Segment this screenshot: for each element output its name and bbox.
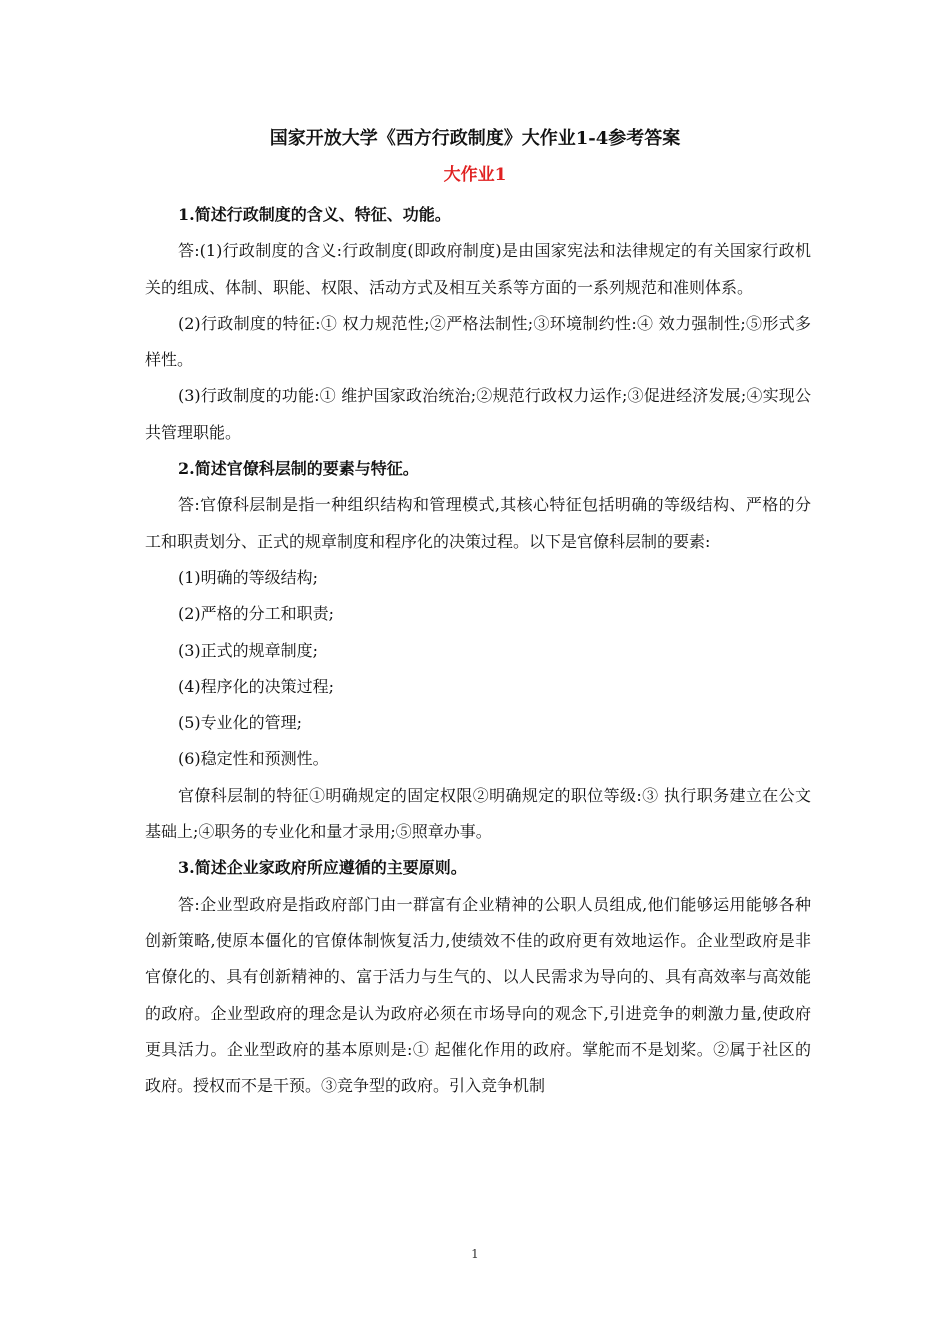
list-item: (5)专业化的管理; xyxy=(178,713,303,733)
list-item: (4)程序化的决策过程; xyxy=(178,676,335,696)
answer-paragraph: 官僚科层制的特征①明确规定的固定权限②明确规定的职位等级:③ 执行职务建立在公文基础上;④职务的专业化和量才录用;⑤照章办事。 xyxy=(145,785,811,842)
document-body xyxy=(145,197,811,1104)
answer-paragraph: 答:官僚科层制是指一种组织结构和管理模式,其核心特征包括明确的等级结构、严格的分工和职责划分、正式的规章制度和程序化的决策过程。以下是官僚科层制的要素: xyxy=(145,495,811,551)
answer-paragraph: (3)行政制度的功能:① 维护国家政治统治;②规范行政权力运作;③促进经济发展;④实现公共管理职能。 xyxy=(145,386,811,442)
document-title: 国家开放大学《西方行政制度》大作业1-4参考答案 xyxy=(269,128,681,149)
list-item: (2)严格的分工和职责; xyxy=(178,604,335,624)
question-heading: 2.简述官僚科层制的要素与特征。 xyxy=(178,459,419,479)
list-item: (3)正式的规章制度; xyxy=(178,640,319,660)
answer-paragraph: 答:(1)行政制度的含义:行政制度(即政府制度)是由国家宪法和法律规定的有关国家行政机关的组成、体制、职能、权限、活动方式及相互关系等方面的一系列规范和准则体系。 xyxy=(145,241,811,297)
answer-paragraph: 答:企业型政府是指政府部门由一群富有企业精神的公职人员组成,他们能够运用能够各种创新策略,使原本僵化的官僚体制恢复活力,使绩效不佳的政府更有效地运作。企业型政府是非官僚化的、具有创新精神的、富于活力与生气的、以人民需求为导向的、具有高效率与高效能的政府。企业型政府的理念是认为政府必须在市场导向的观念下,引进竞争的刺激力量,使政府更具活力。企业型政府的基本原则是:① 起催化作用的政府。掌舵而不是划桨。②属于社区的政府。授权而不是干预。③竞争型的政府。引入竞争机制 xyxy=(145,894,811,1096)
assignment-heading: 大作业1 xyxy=(443,165,507,185)
question-heading: 3.简述企业家政府所应遵循的主要原则。 xyxy=(178,858,467,878)
page-number: 1 xyxy=(471,1247,479,1261)
question-heading: 1.简述行政制度的含义、特征、功能。 xyxy=(178,205,451,224)
list-item: (6)稳定性和预测性。 xyxy=(178,749,329,769)
answer-paragraph: (2)行政制度的特征:① 权力规范性;②严格法制性;③环境制约性:④ 效力强制性;⑤形式多样性。 xyxy=(145,313,811,370)
list-item: (1)明确的等级结构; xyxy=(178,567,319,587)
